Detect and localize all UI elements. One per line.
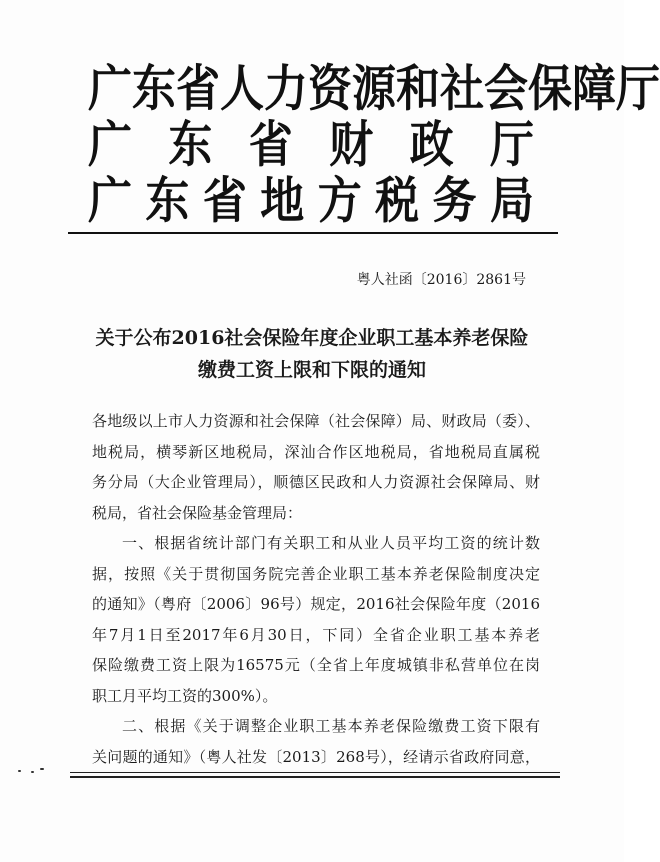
agency-char: 会 [484,60,528,118]
body-line: 税局，省社会保险基金管理局： [92,503,303,522]
agency-char: 障 [572,60,616,118]
body-line: 地税局，横琴新区地税局，深汕合作区地税局，省地税局直属税 [92,442,540,461]
body-line: 各地级以上市人力资源和社会保障（社会保障）局、财政局（委）、 [92,412,540,430]
agency-char: 社 [440,60,484,118]
agency-char: 省 [248,116,293,174]
agency-char: 资 [308,60,352,118]
header-divider [68,232,558,234]
agency-char: 方 [317,172,362,230]
footer-divider-thin [70,772,560,773]
agency-char: 人 [220,60,264,118]
agency-char: 保 [528,60,572,118]
agency-char: 东 [168,116,213,174]
body-line: 年7月1日至2017年6月30日，下同）全省企业职工基本养老 [92,625,540,644]
body-line: 的通知》（粤府〔2006〕96号）规定，2016社会保险年度（2016 [92,595,540,613]
agency-char: 源 [352,60,396,118]
agency-name-hr-social-security [88,60,660,118]
document-title-line-2: 缴费工资上限和下限的通知 [197,359,426,381]
body-line: 据，按照《关于贯彻国务院完善企业职工基本养老保险制度决定 [92,564,540,583]
agency-char: 厅 [489,116,534,174]
agency-char: 省 [202,172,247,230]
agency-char: 和 [396,60,440,118]
body-line: 关问题的通知》（粤人社发〔2013〕268号），经请示省政府同意， [92,747,540,766]
agency-char: 财 [329,116,374,174]
body-line: 二、根据《关于调整企业职工基本养老保险缴费工资下限有 [122,717,540,735]
agency-char: 东 [145,172,190,230]
agency-char: 广 [88,116,132,174]
document-number: 粤人社函〔2016〕2861号 [356,272,526,288]
agency-char: 力 [264,60,308,118]
scan-speck [40,768,44,770]
body-line: 保险缴费工资上限为16575元（全省上年度城镇非私营单位在岗 [92,656,540,674]
agency-char: 务 [432,172,477,230]
agency-char: 地 [260,172,305,230]
scan-speck [18,770,21,772]
agency-char: 广 [88,60,132,118]
document-title-line-1: 关于公布2016社会保险年度企业职工基本养老保险 [95,327,529,349]
issuing-agencies-header [88,60,660,230]
agency-char: 广 [88,172,132,230]
scan-speck [31,771,34,773]
agency-char: 厅 [616,60,660,118]
body-line: 务分局（大企业管理局），顺德区民政和人力资源社会保障局、财 [92,473,540,491]
agency-char: 局 [489,172,534,230]
body-line: 职工月平均工资的300%）。 [92,686,278,705]
body-line: 一、根据省统计部门有关职工和从业人员平均工资的统计数 [122,534,540,552]
agency-name-local-taxation [88,174,534,230]
agency-char: 省 [176,60,220,118]
agency-char: 税 [375,172,420,230]
footer-divider-thick [70,776,560,778]
agency-char: 政 [409,116,454,174]
document-body [92,406,540,772]
agency-name-finance [88,118,534,174]
agency-char: 东 [132,60,176,118]
